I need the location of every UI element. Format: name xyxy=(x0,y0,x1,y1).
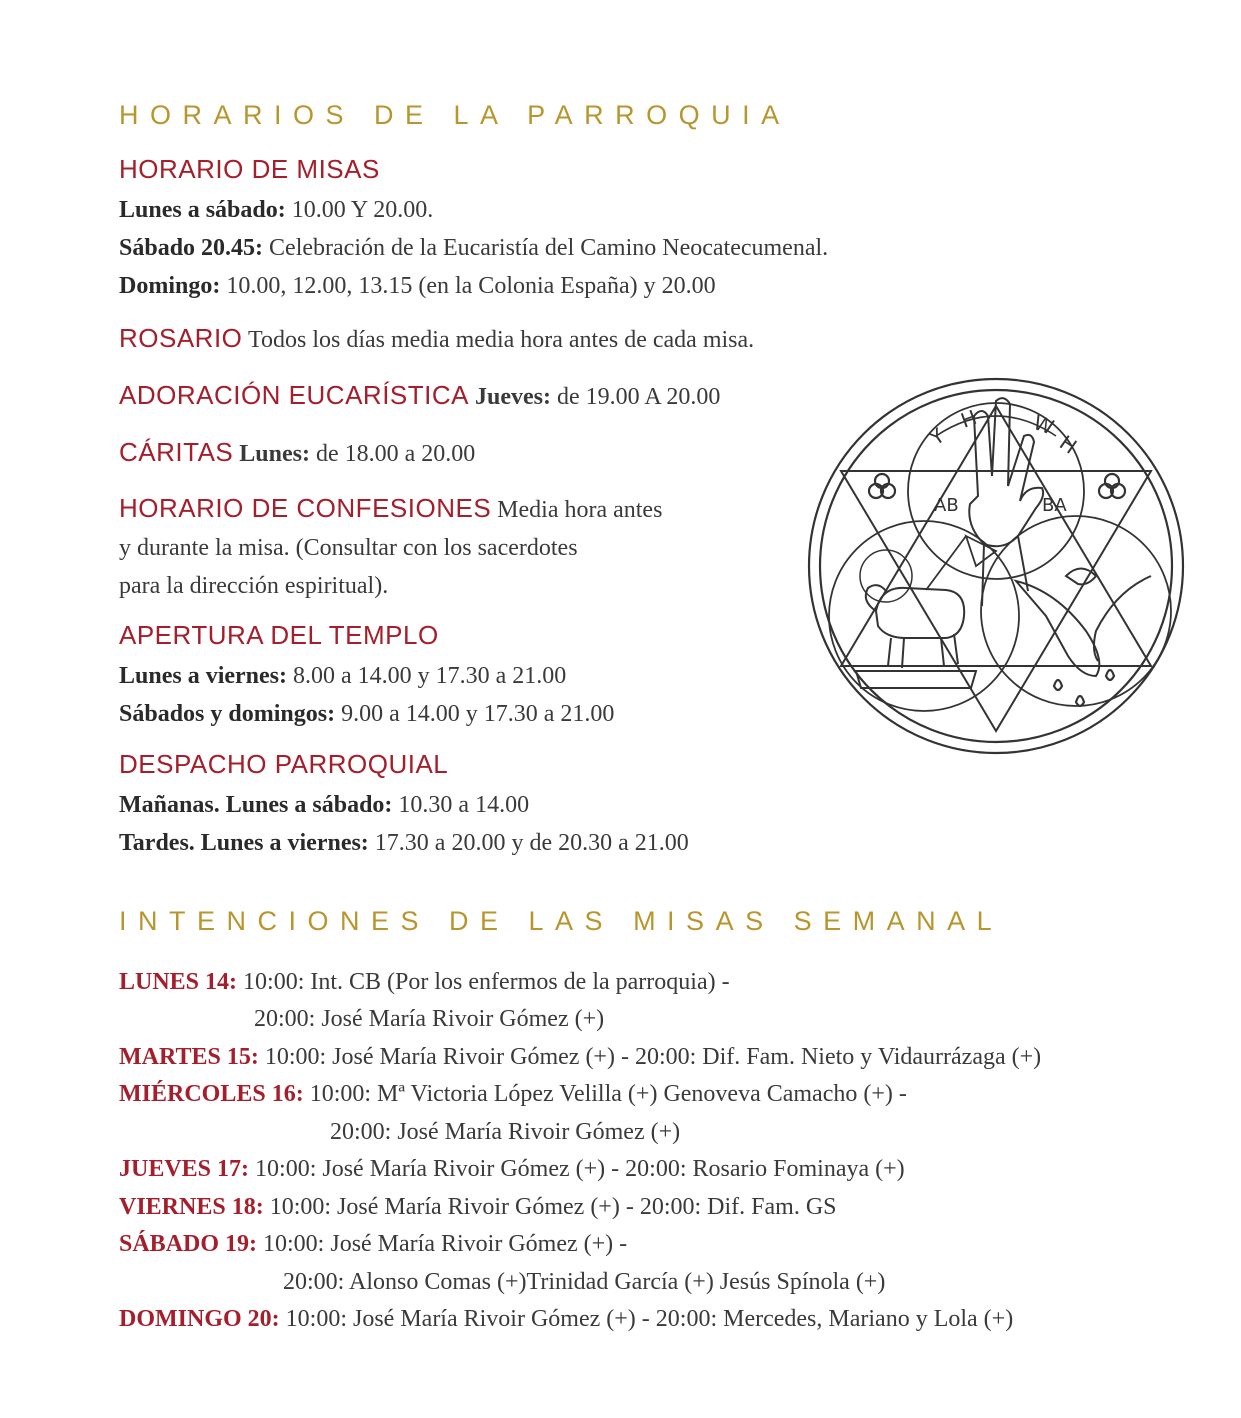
apertura-line: Lunes a viernes: 8.00 a 14.00 y 17.30 a 21.00 xyxy=(119,663,567,689)
rosario-row xyxy=(119,321,754,359)
rosario-title: ROSARIO xyxy=(119,323,243,353)
misas-line: Sábado 20.45: Celebración de la Eucaristía del Camino Neocatecumenal. xyxy=(119,235,829,261)
trinity-stained-glass-emblem-icon xyxy=(806,376,1186,756)
intencion-row: LUNES 14: 10:00: Int. CB (Por los enfermos de la parroquia) - xyxy=(119,969,730,995)
despacho-title: DESPACHO PARROQUIAL xyxy=(119,749,449,779)
caritas-title: CÁRITAS xyxy=(119,437,234,467)
intencion-row: VIERNES 18: 10:00: José María Rivoir Gómez (+) - 20:00: Dif. Fam. GS xyxy=(119,1194,837,1220)
rosario-text: Todos los días media media hora antes de cada misa. xyxy=(242,327,755,353)
misas-line: Domingo: 10.00, 12.00, 13.15 (en la Colonia España) y 20.00 xyxy=(119,273,716,299)
adoracion-row: ADORACIÓN EUCARÍSTICA Jueves: de 19.00 A 20.00 xyxy=(119,380,721,410)
confesiones-title: HORARIO DE CONFESIONES xyxy=(119,493,492,523)
despacho-line: Mañanas. Lunes a sábado: 10.30 a 14.00 xyxy=(119,792,530,818)
intencion-cont: 20:00: José María Rivoir Gómez (+) xyxy=(330,1119,681,1145)
emblem-abba-right: BA xyxy=(1042,495,1067,516)
emblem-letter: Y xyxy=(925,423,949,451)
emblem-letter: W xyxy=(1030,410,1058,440)
despacho-line: Tardes. Lunes a viernes: 17.30 a 20.00 y de 20.30 a 21.00 xyxy=(119,830,689,856)
section-title-intenciones: INTENCIONES DE LAS MISAS SEMANAL xyxy=(119,906,1004,936)
intencion-cont: 20:00: José María Rivoir Gómez (+) xyxy=(254,1006,605,1032)
confesiones-line: y durante la misa. (Consultar con los sacerdotes xyxy=(119,535,578,561)
confesiones-row: HORARIO DE CONFESIONES Media hora antes xyxy=(119,493,663,523)
intencion-row: JUEVES 17: 10:00: José María Rivoir Gómez (+) - 20:00: Rosario Fominaya (+) xyxy=(119,1156,905,1182)
caritas-row: CÁRITAS Lunes: de 18.00 a 20.00 xyxy=(119,437,476,467)
emblem-letter: H xyxy=(957,404,980,433)
emblem-letter: H xyxy=(1055,430,1082,459)
misas-line: Lunes a sábado: 10.00 Y 20.00. xyxy=(119,197,434,223)
intencion-row: DOMINGO 20: 10:00: José María Rivoir Gómez (+) - 20:00: Mercedes, Mariano y Lola (+) xyxy=(119,1306,1014,1332)
intencion-row: MARTES 15: 10:00: José María Rivoir Gómez (+) - 20:00: Dif. Fam. Nieto y Vidaurrázaga (+) xyxy=(119,1044,1042,1070)
adoracion-title: ADORACIÓN EUCARÍSTICA xyxy=(119,380,469,410)
confesiones-line: para la dirección espiritual). xyxy=(119,573,389,599)
intencion-row: SÁBADO 19: 10:00: José María Rivoir Gómez (+) - xyxy=(119,1231,628,1257)
apertura-title: APERTURA DEL TEMPLO xyxy=(119,620,439,650)
misas-title: HORARIO DE MISAS xyxy=(119,154,380,184)
emblem-abba-left: AB xyxy=(934,495,959,516)
apertura-line: Sábados y domingos: 9.00 a 14.00 y 17.30 a 21.00 xyxy=(119,701,615,727)
intencion-row: MIÉRCOLES 16: 10:00: Mª Victoria López Velilla (+) Genoveva Camacho (+) - xyxy=(119,1081,907,1107)
section-title-horarios: HORARIOS DE LA PARROQUIA xyxy=(119,100,791,130)
intencion-cont: 20:00: Alonso Comas (+)Trinidad García (+) Jesús Spínola (+) xyxy=(283,1269,886,1295)
